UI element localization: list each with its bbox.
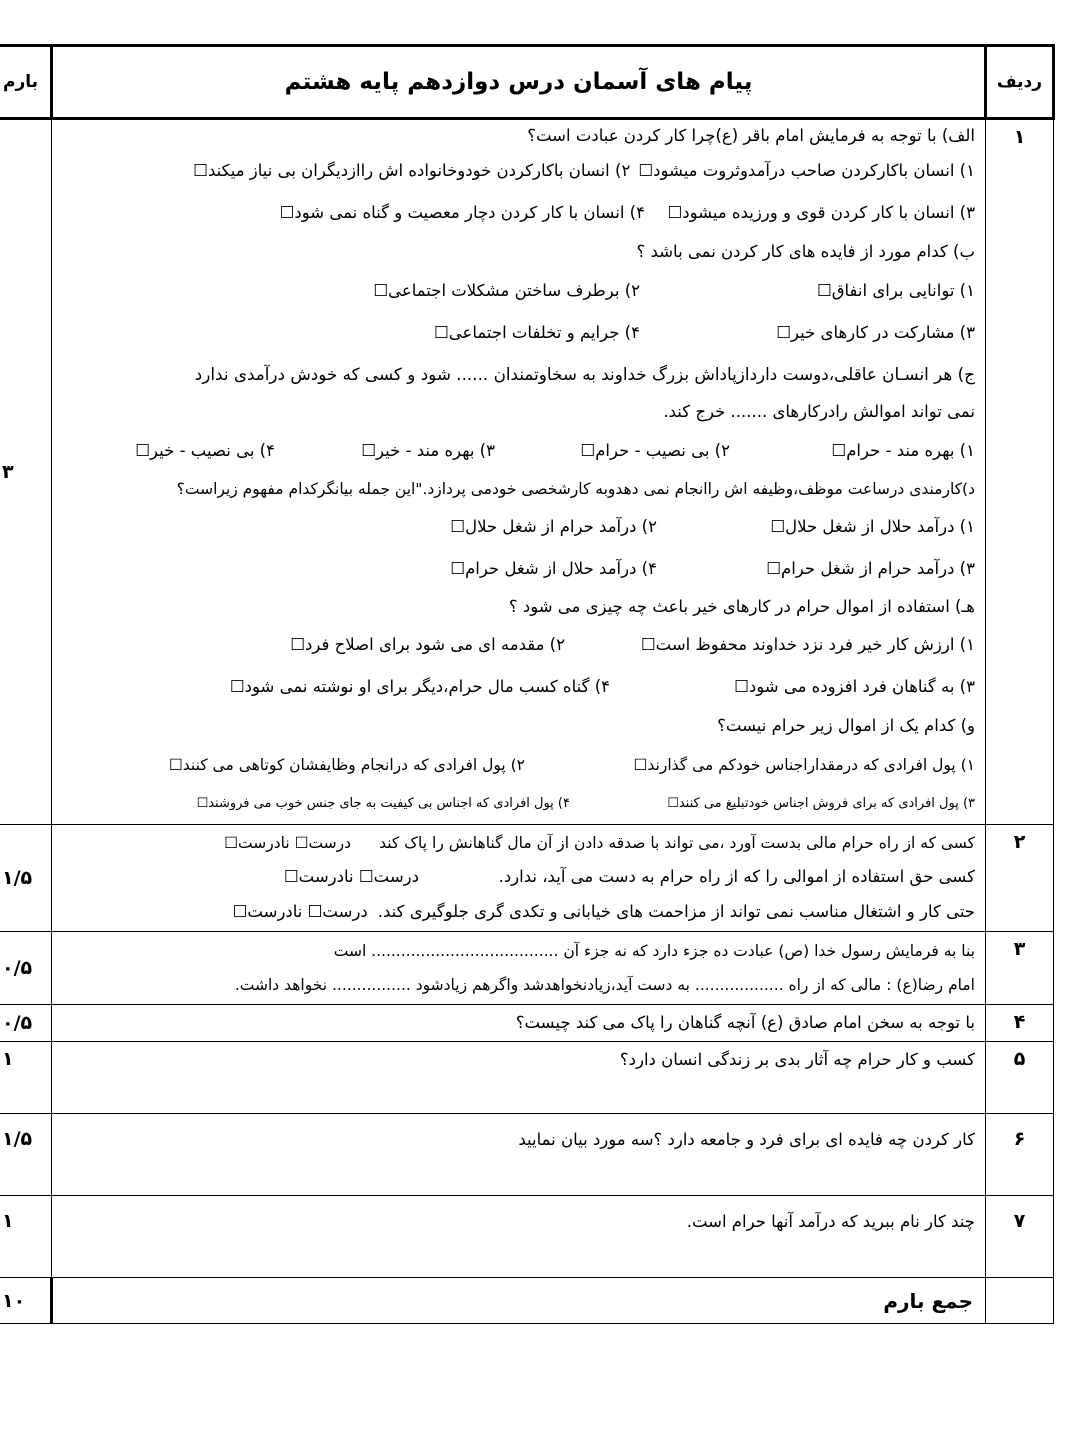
option-3[interactable]: ۳) انسان با کار کردن قوی و ورزیده میشود☐	[667, 203, 975, 222]
total-row	[0, 1278, 1054, 1324]
question-score: ۱	[0, 1196, 52, 1278]
option-1[interactable]: ۱) انسان باکارکردن صاحب درآمدوثروت میشود☐	[638, 161, 975, 180]
question-1b-text: ب) کدام مورد از فایده های کار کردن نمی باشد ؟	[636, 242, 975, 261]
question-row-3	[0, 932, 1054, 1005]
question-2-body	[52, 825, 986, 932]
question-3-line2: امام رضا(ع) : مالی که از راه .................. به دست آید،زیادنخواهدشد واگرهم زیادشود ................ نخواهد داشت.	[234, 976, 975, 994]
option-2[interactable]: ۲) بی نصیب - حرام☐	[580, 441, 730, 460]
question-score: ۰/۵	[0, 932, 52, 1005]
option-1[interactable]: ۱) بهره مند - حرام☐	[831, 441, 975, 460]
question-1c-line1: ج) هر انسـان عاقلی،دوست داردازپاداش بزرگ خداوند به سخاوتمندان ...... شود و کسی که خودش درآمدی ندارد	[194, 364, 975, 384]
option-2[interactable]: ۲) انسان باکارکردن خودوخانواده اش راازدیگران بی نیاز میکند☐	[193, 161, 631, 180]
question-7-body	[52, 1196, 986, 1278]
option-3[interactable]: ۳) پول افرادی که برای فروش اجناس خودتبلیغ می کنند☐	[667, 796, 975, 811]
total-label: جمع بارم	[52, 1278, 986, 1324]
true-false-2[interactable]: درست☐ نادرست☐	[283, 867, 419, 886]
option-4[interactable]: ۴) پول افرادی که اجناس بی کیفیت به جای جنس خوب می فروشند☐	[196, 796, 570, 811]
option-2[interactable]: ۲) برطرف ساختن مشکلات اجتماعی☐	[373, 281, 640, 300]
question-score: ۰/۵	[0, 1005, 52, 1042]
statement-3: حتی کار و اشتغال مناسب نمی تواند از مزاحمت های خیابانی و تکدی گری جلوگیری کند.	[377, 902, 975, 921]
statement-1-row	[62, 827, 975, 859]
option-4[interactable]: ۴) درآمد حلال از شغل حرام☐	[450, 559, 657, 578]
question-6-text: کار کردن چه فایده ای برای فرد و جامعه دارد ؟سه مورد بیان نمایید	[518, 1130, 975, 1149]
question-row-6	[0, 1114, 1054, 1196]
question-row-7	[0, 1196, 1054, 1278]
option-3[interactable]: ۳) درآمد حرام از شغل حرام☐	[766, 559, 975, 578]
question-number: ۳	[986, 932, 1054, 1005]
question-1a-text: الف) با توجه به فرمایش امام باقر (ع)چرا کار کردن عبادت است؟	[527, 126, 975, 145]
question-1f-options-row1	[62, 744, 975, 786]
question-score: ۱/۵	[0, 1114, 52, 1196]
header-row	[0, 46, 1054, 119]
exam-table	[0, 44, 1055, 1324]
row-number-header: ردیف	[986, 46, 1054, 119]
question-1d-options-row2	[62, 548, 975, 590]
question-3-line1: بنا به فرمایش رسول خدا (ص) عبادت ده جزء دارد که نه جزء آن ...................................... است	[333, 942, 975, 960]
question-4-body	[52, 1005, 986, 1042]
statement-2: کسی حق استفاده از اموالی را که از راه حرام به دست می آید، ندارد.	[498, 867, 975, 886]
option-1[interactable]: ۱) توانایی برای انفاق☐	[816, 281, 975, 300]
score-header: بارم	[0, 46, 52, 119]
question-1a-options-row2	[62, 192, 975, 234]
option-4[interactable]: ۴) انسان با کار کردن دچار معصیت و گناه نمی شود☐	[279, 203, 645, 222]
question-1e-text: هـ) استفاده از اموال حرام در کارهای خیر باعث چه چیزی می شود ؟	[508, 597, 975, 616]
option-1[interactable]: ۱) پول افرادی که درمقداراجناس خودکم می گذارند☐	[633, 756, 975, 774]
statement-2-row	[62, 859, 975, 895]
question-1f-text: و) کدام یک از اموال زیر حرام نیست؟	[717, 716, 975, 735]
option-4[interactable]: ۴) جرایم و تخلفات اجتماعی☐	[433, 323, 640, 342]
option-1[interactable]: ۱) درآمد حلال از شغل حلال☐	[770, 517, 975, 536]
option-2[interactable]: ۲) پول افرادی که درانجام وظایفشان کوتاهی می کنند☐	[168, 756, 525, 774]
question-3-body	[52, 932, 986, 1005]
true-false-3[interactable]: درست☐ نادرست☐	[232, 902, 368, 921]
question-number: ۱	[986, 119, 1054, 825]
question-number: ۵	[986, 1042, 1054, 1114]
question-number: ۷	[986, 1196, 1054, 1278]
question-1f-options-row2	[62, 786, 975, 822]
question-1b-options-row2	[62, 312, 975, 354]
statement-3-row	[62, 895, 975, 929]
question-1d-options-row1	[62, 506, 975, 548]
option-3[interactable]: ۳) بهره مند - خیر☐	[361, 441, 495, 460]
question-4-text: با توجه به سخن امام صادق (ع) آنچه گناهان را پاک می کند چیست؟	[515, 1013, 975, 1032]
question-1a-options-row1	[62, 150, 975, 192]
question-1c-options	[62, 430, 975, 472]
option-4[interactable]: ۴) بی نصیب - خیر☐	[135, 441, 275, 460]
question-5-body	[52, 1042, 986, 1114]
question-number: ۲	[986, 825, 1054, 932]
question-1b-options-row1	[62, 270, 975, 312]
question-score: ۳	[0, 119, 52, 825]
question-row-4	[0, 1005, 1054, 1042]
question-score: ۱	[0, 1042, 52, 1114]
question-row-1	[0, 119, 1054, 825]
total-score: ۱۰	[0, 1278, 52, 1324]
true-false-1[interactable]: درست☐ نادرست☐	[224, 834, 352, 852]
question-number: ۶	[986, 1114, 1054, 1196]
option-3[interactable]: ۳) مشارکت در کارهای خیر☐	[776, 323, 975, 342]
question-row-2	[0, 825, 1054, 932]
empty-cell	[986, 1278, 1054, 1324]
question-7-text: چند کار نام ببرید که درآمد آنها حرام است.	[686, 1212, 975, 1231]
option-4[interactable]: ۴) گناه کسب مال حرام،دیگر برای او نوشته نمی شود☐	[229, 677, 610, 696]
question-1e-options-row1	[62, 624, 975, 666]
question-1d-text: د)کارمندی درساعت موظف،وظیفه اش راانجام نمی دهدوبه کارشخصی خودمی پردازد."این جمله بیانگرکدام مفهوم زیراست؟	[176, 480, 975, 498]
question-1c-line2: نمی تواند اموالش رادرکارهای ....... خرج کند.	[663, 402, 975, 421]
option-2[interactable]: ۲) درآمد حرام از شغل حلال☐	[450, 517, 657, 536]
question-score: ۱/۵	[0, 825, 52, 932]
option-3[interactable]: ۳) به گناهان فرد افزوده می شود☐	[734, 677, 975, 696]
question-1-body	[52, 119, 986, 825]
exam-title: پیام های آسمان درس دوازدهم پایه هشتم	[52, 46, 986, 119]
question-1e-options-row2	[62, 666, 975, 708]
question-6-body	[52, 1114, 986, 1196]
question-5-text: کسب و کار حرام چه آثار بدی بر زندگی انسان دارد؟	[619, 1050, 975, 1069]
option-1[interactable]: ۱) ارزش کار خیر فرد نزد خداوند محفوظ است☐	[640, 635, 975, 654]
question-number: ۴	[986, 1005, 1054, 1042]
statement-1: کسی که از راه حرام مالی بدست آورد ،می تواند با صدقه دادن از آن مال گناهانش را پاک کند	[379, 834, 975, 852]
option-2[interactable]: ۲) مقدمه ای می شود برای اصلاح فرد☐	[290, 635, 565, 654]
exam-sheet	[0, 44, 1052, 1324]
question-row-5	[0, 1042, 1054, 1114]
